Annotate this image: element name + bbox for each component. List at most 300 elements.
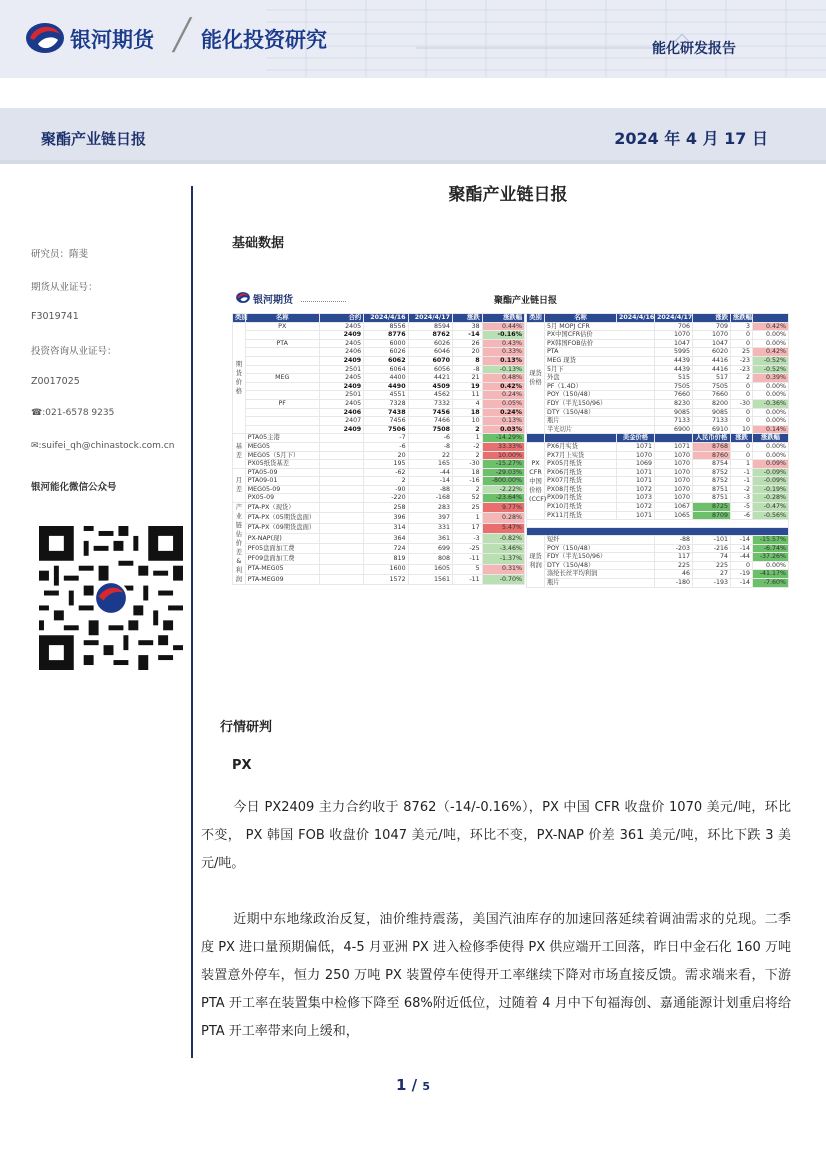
table-cell: -0.70% [482,574,524,584]
table-cell: -0.19% [753,485,789,494]
table-cell: 1561 [408,574,452,584]
table-cell: PX-NAP(现) [245,533,319,543]
table-cell [245,348,319,357]
px-cfr-row [527,460,789,469]
table-row [233,544,525,554]
spot-row [527,331,789,340]
table-cell: -37.26% [753,553,789,562]
table-cell: 4416 [693,365,731,374]
table-row [233,574,525,584]
table-cell: PX7月上实货 [545,451,617,460]
table-row [233,331,525,340]
left-header-cell: 涨跌幅 [482,314,524,323]
table-cell: PX08月纸货 [545,485,617,494]
table-caption: 聚酯产业链日报 [494,296,558,306]
table-cell: 1070 [655,468,693,477]
table-cell: PX韩国FOB估价 [545,339,655,348]
table-row [233,408,525,417]
blank-cell [527,520,789,528]
table-cell: 0.39% [753,374,789,383]
table-cell: 1 [731,460,753,469]
table-row [233,554,525,564]
table-cell [319,460,363,469]
table-cell: 7660 [655,391,693,400]
table-cell: 4416 [693,356,731,365]
table-cell: 8556 [364,322,408,331]
table-cell [245,425,319,434]
table-cell: 1071 [617,477,655,486]
table-cell: -0.36% [753,399,789,408]
table-row [233,442,525,451]
table-cell: 1071 [617,511,655,520]
table-cell: 0.42% [482,382,524,391]
table-row [233,451,525,460]
paragraph-2-text: 近期中东地缘政治反复，油价维持震荡，美国汽油库存的加速回落延续着调油需求的兑现。二季度 PX 进口量预期偏低，4-5 月亚洲 PX 进入检修季使得 PX 供应端开工回落，昨日中金石化 160 万吨装置意外停车，恒力 250 万吨 PX 装置停车使得开工率继续下降对市场直接反馈。需求端来看，下游 PTA 开工率在装置集中检修下降至 68%附近低位，过随着 4 月中下旬福海创、嘉通能源计划重启将给 PTA 开工率带来向上缓和， [201,912,791,1039]
table-cell: 9085 [655,408,693,417]
table-cell: 165 [408,460,452,469]
division-name: 能化投资研究 [201,28,327,52]
license-label: 期货从业证号： [31,282,98,293]
table-cell: 0.31% [482,564,524,574]
table-cell [319,544,363,554]
table-cell: 0 [731,408,753,417]
table-cell [319,468,363,477]
table-cell: -3.46% [482,544,524,554]
table-row [233,322,525,331]
table-cell: 6046 [408,348,452,357]
table-cell: -193 [693,579,731,588]
table-cell: PX05-09 [245,494,319,503]
category-cell: 现货利润 [527,536,545,588]
table-cell: PTA-PX（05期货盘面） [245,513,319,523]
table-cell: -0.56% [753,511,789,520]
table-cell: 6000 [364,339,408,348]
table-cell: 0 [731,391,753,400]
table-cell: 0.00% [753,561,789,570]
right-header-cell: 2024/4/17 [655,314,693,323]
table-cell: 225 [655,561,693,570]
table-cell: 7456 [408,408,452,417]
table-cell: -14 [731,544,753,553]
table-cell: 2409 [319,382,363,391]
table-cell: 0.24% [482,408,524,417]
table-row [233,460,525,469]
table-cell: 8594 [408,322,452,331]
category-cell: 月差 [233,468,246,502]
table-cell: -29.03% [482,468,524,477]
paragraph-1 [201,794,791,878]
section-basic-data: 基础数据 [232,236,285,251]
document-title: 聚酯产业链日报 [448,185,568,205]
table-cell: 1070 [655,331,693,340]
wechat-label: 银河能化微信公众号 [31,482,117,493]
spot-row [527,339,789,348]
table-cell [319,564,363,574]
table-cell: 0.13% [482,356,524,365]
table-cell: 8762 [408,331,452,340]
table-cell: 396 [364,513,408,523]
table-cell: 1 [453,434,483,443]
sub-header-cell: 涨跌幅 [753,434,789,443]
table-cell: PF [245,399,319,408]
table-cell: 7133 [693,417,731,426]
table-cell: 18 [453,408,483,417]
table-cell: 4421 [408,374,452,383]
table-row [233,477,525,486]
table-row [233,485,525,494]
table-cell: -0.28% [753,494,789,503]
table-cell: 0.00% [753,417,789,426]
table-cell: -2 [731,485,753,494]
table-row [233,564,525,574]
table-cell: 52 [453,494,483,503]
table-cell: -90 [364,485,408,494]
table-cell: 46 [655,570,693,579]
table-cell: 0.00% [753,408,789,417]
table-cell: -19 [731,570,753,579]
table-cell: 4 [453,399,483,408]
table-row [233,374,525,383]
table-cell: 8200 [693,399,731,408]
table-cell: 6062 [364,356,408,365]
table-cell: PX05纸货基差 [245,460,319,469]
px-cfr-row [527,503,789,512]
table-cell [319,485,363,494]
right-header-cell: 类别 [527,314,545,323]
table-cell: 7133 [655,417,693,426]
category-cell: 现货价格 [527,322,545,434]
table-cell: 短纤 [545,536,655,545]
table-rule [301,301,346,302]
spot-row [527,356,789,365]
table-cell: -800.00% [482,477,524,486]
table-cell: -14 [453,331,483,340]
table-cell: 8768 [693,442,731,451]
license-number: F3019741 [31,311,79,322]
table-cell: 1071 [617,468,655,477]
table-cell: 27 [693,570,731,579]
table-cell: 9085 [693,408,731,417]
table-cell: 8760 [693,451,731,460]
left-header-cell: 2024/4/17 [408,314,452,323]
table-cell: 0 [731,442,753,451]
table-cell: 3 [731,322,753,331]
table-cell: -6 [364,442,408,451]
table-cell: PF05盘面加工费 [245,544,319,554]
table-cell: 8 [453,356,483,365]
table-cell: 1072 [617,485,655,494]
table-cell: PTA05主港 [245,434,319,443]
table-cell: 7456 [364,417,408,426]
table-cell: 涤纶长丝平均利润 [545,570,655,579]
sub-header-cell [545,434,617,443]
table-cell: -2.22% [482,485,524,494]
table-cell: -101 [693,536,731,545]
sub-header-row [527,434,789,443]
table-cell: 1 [453,513,483,523]
table-cell [319,503,363,513]
table-cell: -14 [408,477,452,486]
right-header-cell [753,314,789,323]
table-cell: 74 [693,553,731,562]
table-cell: -6 [408,434,452,443]
table-cell: -14.29% [482,434,524,443]
table-cell: 283 [408,503,452,513]
table-cell: 724 [364,544,408,554]
category-cell: 基差 [233,434,246,468]
table-cell: 0.13% [482,417,524,426]
table-cell: 0.28% [482,513,524,523]
table-cell: 8751 [693,494,731,503]
table-cell: -0.09% [753,477,789,486]
table-cell: 1070 [655,451,693,460]
table-cell: PX05月纸货 [545,460,617,469]
profit-row [527,579,789,588]
table-cell: 8752 [693,477,731,486]
table-cell: 0 [731,561,753,570]
table-cell: -14 [731,579,753,588]
researcher: 研究员：隋斐 [31,249,89,260]
table-cell: 808 [408,554,452,564]
table-cell: 397 [408,513,452,523]
left-header-cell: 类别 [233,314,246,323]
right-header-cell: 2024/4/16 [617,314,655,323]
table-cell: MEG05（5月下） [245,451,319,460]
phone: ☎:021-6578 9235 [31,408,115,418]
table-cell: 26 [453,339,483,348]
table-cell: -5 [731,503,753,512]
table-cell: PX09月纸货 [545,494,617,503]
table-cell: -6.74% [753,544,789,553]
table-cell: 6900 [655,425,693,434]
table-cell: 瓶片 [545,579,655,588]
table-cell: 6056 [408,365,452,374]
table-cell: 5月 MOPJ CFR [545,322,655,331]
table-cell: 819 [364,554,408,564]
table-cell: 0.24% [482,391,524,400]
table-cell: 0.00% [753,382,789,391]
table-cell: 0 [731,451,753,460]
px-cfr-row [527,451,789,460]
table-cell: 6910 [693,425,731,434]
left-data-table [232,313,525,585]
table-cell: -14 [731,536,753,545]
table-cell: 20 [364,451,408,460]
table-cell: 1070 [655,477,693,486]
consult-number: Z0017025 [31,376,80,387]
table-cell: 25 [731,348,753,357]
table-cell: PF（1.4D） [545,382,655,391]
table-cell: 699 [408,544,452,554]
right-header-cell: 涨跌 [693,314,731,323]
table-cell: 7508 [408,425,452,434]
profit-header-cell [527,528,789,536]
table-cell: -30 [731,399,753,408]
table-cell [245,417,319,426]
table-cell: -2 [453,442,483,451]
table-cell: 2501 [319,365,363,374]
table-cell: 10 [453,417,483,426]
table-cell [245,331,319,340]
spot-row [527,425,789,434]
table-cell: 2 [453,425,483,434]
table-cell: -3 [731,494,753,503]
table-row [233,391,525,400]
table-cell: DTY（150/48） [545,561,655,570]
table-cell: 0.43% [482,339,524,348]
table-cell: 1605 [408,564,452,574]
sub-header-cell: 涨跌 [731,434,753,443]
table-cell: 1070 [655,494,693,503]
table-cell: 2501 [319,391,363,400]
wechat-qr-code[interactable] [39,526,183,670]
table-cell: -168 [408,494,452,503]
table-cell: PX中国CFR估价 [545,331,655,340]
table-cell: 2 [731,374,753,383]
table-cell: 2405 [319,322,363,331]
table-cell: 7506 [364,425,408,434]
blank-row [527,520,789,528]
table-cell: PTA05-09 [245,468,319,477]
table-cell: 1073 [617,494,655,503]
table-cell: 7332 [408,399,452,408]
table-cell: -15.27% [482,460,524,469]
table-cell: -23.64% [482,494,524,503]
table-cell: -8 [453,365,483,374]
table-cell: 1069 [617,460,655,469]
table-cell: 4439 [655,356,693,365]
spot-row [527,399,789,408]
sub-header-cell: 美金价格 [617,434,655,443]
table-cell: 706 [655,322,693,331]
table-cell: PTA-PX（现货） [245,503,319,513]
table-cell: -23 [731,356,753,365]
table-cell: 0.33% [482,348,524,357]
table-cell: 5月下 [545,365,655,374]
table-cell: PTA-MEG05 [245,564,319,574]
table-cell: MEG 现货 [545,356,655,365]
table-cell: -44 [731,553,753,562]
table-cell: -15.57% [753,536,789,545]
category-cell: 产业链估价差&利润 [233,503,246,585]
table-cell: -1.37% [482,554,524,564]
page-total: 5 [422,1080,431,1093]
table-cell: 6020 [693,348,731,357]
table-cell: 4551 [364,391,408,400]
table-cell: -30 [453,460,483,469]
table-cell: 10 [731,425,753,434]
table-cell: 0.09% [753,460,789,469]
px-cfr-row [527,468,789,477]
table-logo-icon [235,291,251,304]
left-header-row [233,314,525,323]
table-cell: -0.09% [753,468,789,477]
table-cell: MEG05 [245,442,319,451]
table-cell: 0.00% [753,331,789,340]
report-type: 能化研发报告 [652,41,736,57]
table-cell: -0.16% [482,331,524,340]
table-cell [319,574,363,584]
table-cell: 18 [453,468,483,477]
table-cell: 22 [408,451,452,460]
table-cell [319,523,363,533]
table-cell: 4562 [408,391,452,400]
table-cell: -0.13% [482,365,524,374]
table-cell: 1067 [655,503,693,512]
table-cell: POY（150/48） [545,391,655,400]
spot-row [527,417,789,426]
table-cell: -88 [408,485,452,494]
sub-header-cell [655,434,693,443]
table-cell: 2409 [319,425,363,434]
table-cell: -41.17% [753,570,789,579]
table-cell: 4509 [408,382,452,391]
table-cell [245,356,319,365]
category-cell: PX CFR中国价格(CCF) [527,442,545,519]
table-cell: 0.05% [482,399,524,408]
table-cell: PX06月纸货 [545,468,617,477]
table-cell: 2409 [319,331,363,340]
table-row [233,503,525,513]
table-cell: 0.00% [753,339,789,348]
table-cell: 0 [731,417,753,426]
band-title: 聚酯产业链日报 [41,130,147,148]
section-market-analysis: 行情研判 [220,720,273,735]
profit-row [527,544,789,553]
table-cell: 4490 [364,382,408,391]
table-cell: 半光切片 [545,425,655,434]
table-cell: -0.47% [753,503,789,512]
table-cell: PX07月纸货 [545,477,617,486]
spot-row [527,391,789,400]
profit-row [527,553,789,562]
table-cell: 7660 [693,391,731,400]
table-cell: PX [245,322,319,331]
table-cell [319,477,363,486]
table-cell: 2406 [319,348,363,357]
page-footer: 1 / 5 [395,1076,431,1094]
table-cell: 0.00% [753,391,789,400]
table-cell: -216 [693,544,731,553]
sub-header-cell [527,434,545,443]
table-cell: MEG05-09 [245,485,319,494]
right-data-table [526,313,789,588]
table-cell: 314 [364,523,408,533]
table-cell: PTA [245,339,319,348]
left-header-cell: 2024/4/16 [364,314,408,323]
table-cell [319,513,363,523]
table-cell: 0.00% [753,442,789,451]
px-cfr-row [527,485,789,494]
table-cell: -11 [453,554,483,564]
table-cell: 20 [453,348,483,357]
table-cell: 10.00% [482,451,524,460]
table-row [233,468,525,477]
page-header [0,0,826,78]
table-cell: -0.52% [753,365,789,374]
table-row [233,425,525,434]
table-row [233,399,525,408]
table-row [233,348,525,357]
table-cell: -180 [655,579,693,588]
table-cell: -44 [408,468,452,477]
table-cell: 瓶片 [545,417,655,426]
email[interactable]: ✉:suifei_qh@chinastock.com.cn [31,441,175,451]
spot-row [527,408,789,417]
table-cell: 5.47% [482,523,524,533]
table-cell: 517 [693,374,731,383]
page-number: 1 [395,1076,407,1094]
